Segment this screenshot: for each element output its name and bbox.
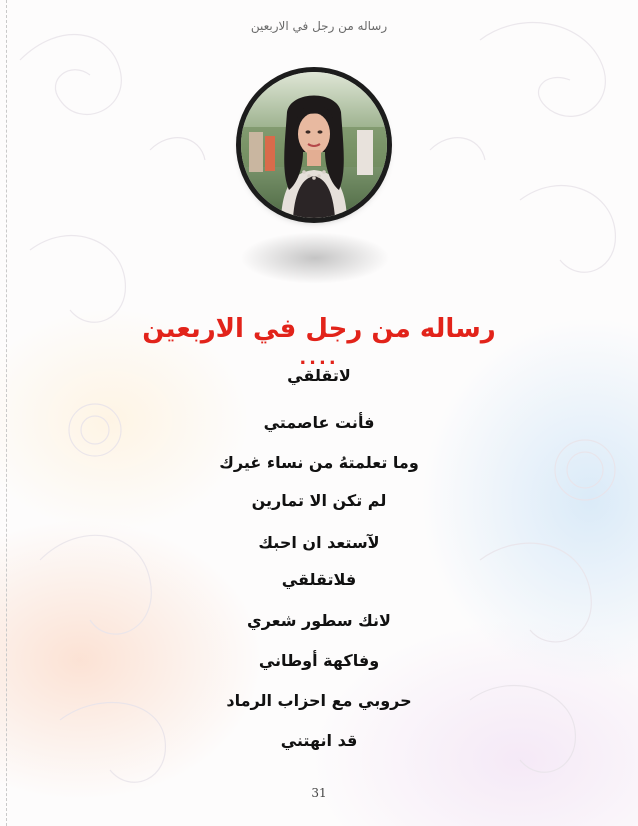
poem-title: رساله من رجل في الاربعين [142,314,496,344]
running-header: رساله من رجل في الاربعين [250,19,388,33]
page-number: 31 [311,786,327,800]
poem-line: حروبي مع احزاب الرماد [226,691,412,710]
poem-line: لانك سطور شعري [247,611,391,630]
poem-line: فأنت عاصمتي [263,413,375,432]
poem-line: فلاتقلقي [281,570,357,589]
poem-line: لم تكن الا تمارين [251,491,387,510]
poem-line: لاتقلقي [287,366,351,385]
author-portrait-photo [241,72,387,218]
portrait-image [241,72,387,218]
poem-line: وفاكهة أوطاني [258,651,380,670]
poem-line: وما تعلمتهُ من نساء غيرك [219,453,419,472]
poem-line: لآستعد ان احبك [258,533,380,552]
poem-line: قد انهتني [280,731,358,750]
photo-shadow [240,232,390,284]
title-dots: .... [299,348,339,369]
